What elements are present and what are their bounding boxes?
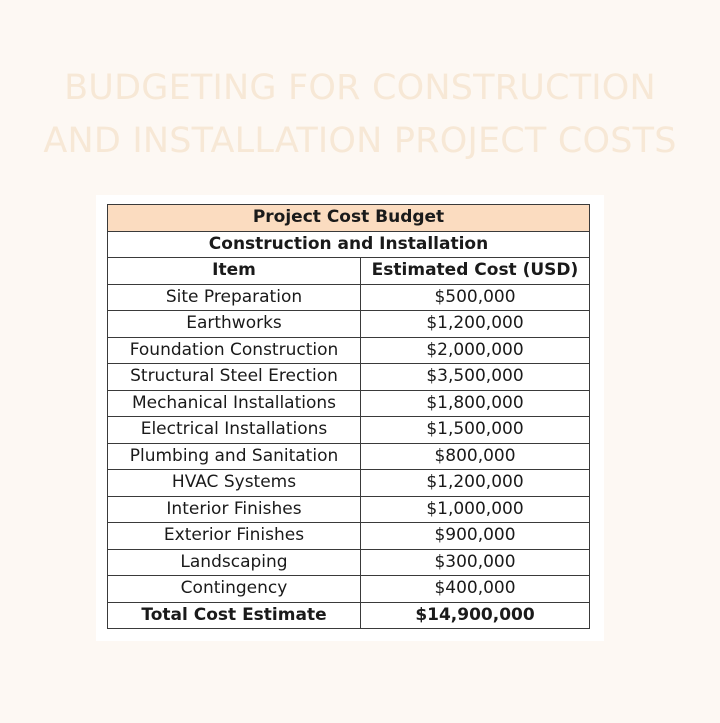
item-cell: Electrical Installations <box>108 417 361 444</box>
item-cell: Earthworks <box>108 311 361 338</box>
cost-cell: $800,000 <box>361 443 590 470</box>
cost-budget-table <box>107 204 590 629</box>
cost-cell: $3,500,000 <box>361 364 590 391</box>
cost-cell: $900,000 <box>361 523 590 550</box>
table-row <box>108 337 590 364</box>
total-value: $14,900,000 <box>361 602 590 629</box>
cost-cell: $1,500,000 <box>361 417 590 444</box>
column-header-item: Item <box>108 258 361 285</box>
item-cell: Landscaping <box>108 549 361 576</box>
item-cell: Plumbing and Sanitation <box>108 443 361 470</box>
table-row <box>108 549 590 576</box>
table-header-row <box>108 258 590 285</box>
cost-cell: $300,000 <box>361 549 590 576</box>
table-row <box>108 496 590 523</box>
table-row <box>108 443 590 470</box>
cost-cell: $1,200,000 <box>361 470 590 497</box>
column-header-cost: Estimated Cost (USD) <box>361 258 590 285</box>
item-cell: Site Preparation <box>108 284 361 311</box>
table-row <box>108 311 590 338</box>
table-subtitle: Construction and Installation <box>108 231 590 258</box>
page-title-line-1: BUDGETING FOR CONSTRUCTION <box>64 68 656 108</box>
table-subtitle-row <box>108 231 590 258</box>
table-row <box>108 523 590 550</box>
total-label: Total Cost Estimate <box>108 602 361 629</box>
page-title <box>0 62 720 168</box>
table-row <box>108 417 590 444</box>
cost-cell: $1,800,000 <box>361 390 590 417</box>
item-cell: HVAC Systems <box>108 470 361 497</box>
table-row <box>108 364 590 391</box>
table-row <box>108 284 590 311</box>
cost-cell: $1,200,000 <box>361 311 590 338</box>
item-cell: Mechanical Installations <box>108 390 361 417</box>
total-row <box>108 602 590 629</box>
item-cell: Structural Steel Erection <box>108 364 361 391</box>
page-title-line-2: AND INSTALLATION PROJECT COSTS <box>43 121 677 161</box>
table-title-row <box>108 205 590 232</box>
cost-cell: $2,000,000 <box>361 337 590 364</box>
item-cell: Contingency <box>108 576 361 603</box>
item-cell: Foundation Construction <box>108 337 361 364</box>
table-title: Project Cost Budget <box>108 205 590 232</box>
item-cell: Interior Finishes <box>108 496 361 523</box>
cost-cell: $1,000,000 <box>361 496 590 523</box>
table-row <box>108 390 590 417</box>
table-row <box>108 470 590 497</box>
cost-cell: $500,000 <box>361 284 590 311</box>
cost-cell: $400,000 <box>361 576 590 603</box>
table-row <box>108 576 590 603</box>
item-cell: Exterior Finishes <box>108 523 361 550</box>
